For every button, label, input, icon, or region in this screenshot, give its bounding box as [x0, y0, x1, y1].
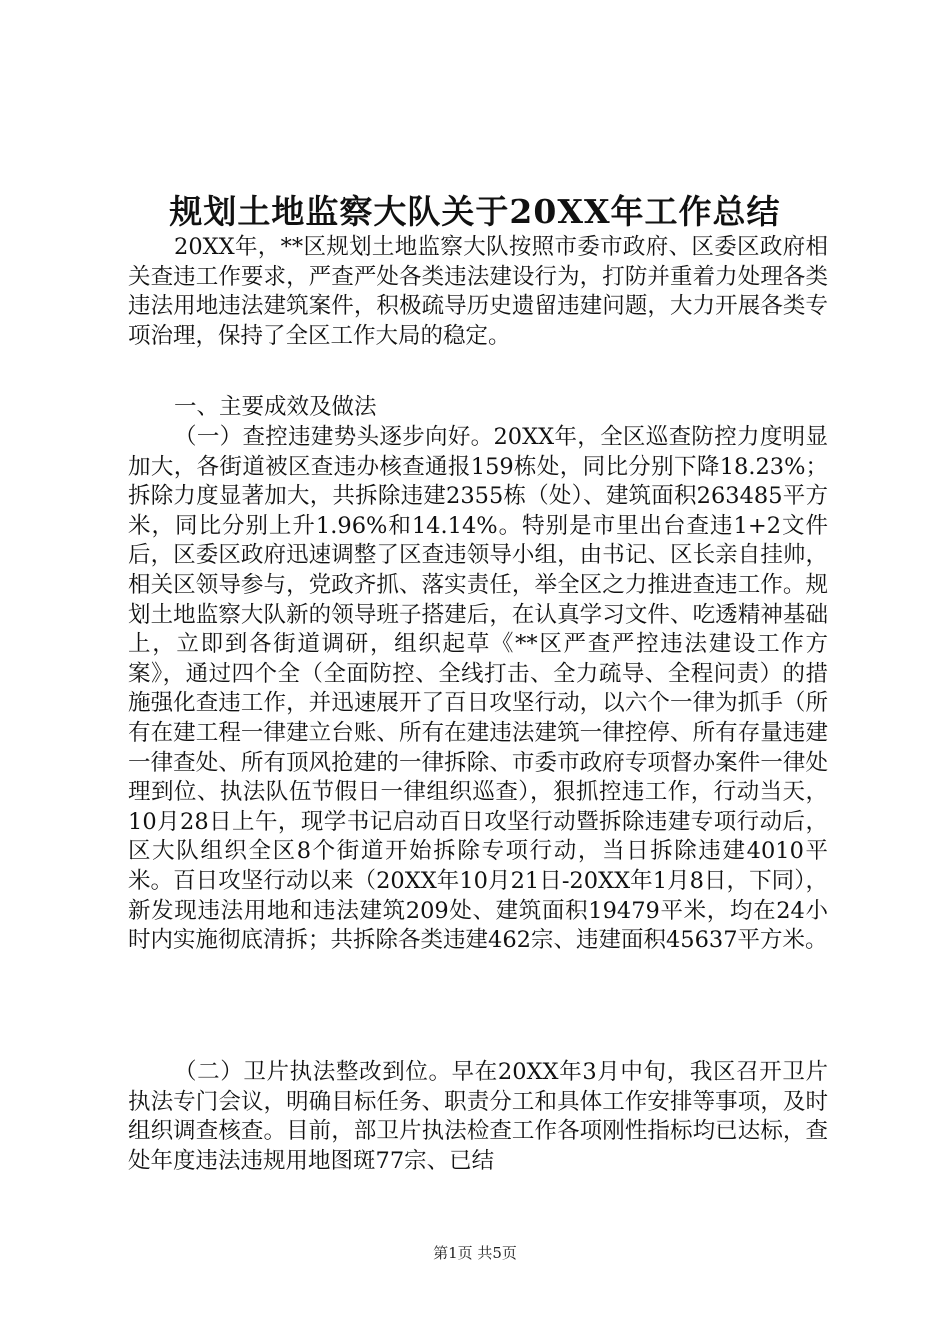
item-2-paragraph: （二）卫片执法整改到位。早在20XX年3月中旬，我区召开卫片执法专门会议，明确目标任务、职责分工和具体工作安排等事项，及时组织调查核查。目前，部卫片执法检查工作各项刚性指标均已达标，查处年度违法违规用地图斑77宗、已结: [128, 1059, 828, 1174]
section-heading: 一、主要成效及做法: [174, 394, 377, 420]
document-title: 规划土地监察大队关于20XX年工作总结: [169, 192, 781, 231]
item-1-paragraph: （一）查控违建势头逐步向好。20XX年，全区巡查防控力度明显加大，各街道被区查违办核查通报159栋处，同比分别下降18.23%；拆除力度显著加大，共拆除违建2355栋（处）、建筑面积263485平方米，同比分别上升1.96%和14.14%。特别是市里出台查违1+2文件后，区委区政府迅速调整了区查违领导小组，由书记、区长亲自挂帅，相关区领导参与，党政齐抓、落实责任，举全区之力推进查违工作。规划土地监察大队新的领导班子搭建后，在认真学习文件、吃透精神基础上，立即到各街道调研，组织起草《**区严查严控违法建设工作方案》，通过四个全（全面防控、全线打击、全力疏导、全程问责）的措施强化查违工作，并迅速展开了百日攻坚行动，以六个一律为抓手（所有在建工程一律建立台账、所有在建违法建筑一律控停、所有存量违建一律查处、所有顶风抢建的一律拆除、市委市政府专项督办案件一律处理到位、执法队伍节假日一律组织巡查），狠抓控违工作，行动当天，10月28日上午，现学书记启动百日攻坚行动暨拆除违建专项行动后，区大队组织全区8个街道开始拆除专项行动，当日拆除违建4010平米。百日攻坚行动以来（20XX年10月21日-20XX年1月8日，下同），新发现违法用地和违法建筑209处、建筑面积19479平米，均在24小时内实施彻底清拆；共拆除各类违建462宗、违建面积45637平方米。: [128, 424, 828, 954]
page-footer: 第1页 共5页: [433, 1244, 517, 1262]
intro-paragraph: 20XX年，**区规划土地监察大队按照市委市政府、区委区政府相关查违工作要求，严查严处各类违法建设行为，打防并重着力处理各类违法用地违法建筑案件，积极疏导历史遗留违建问题，大力开展各类专项治理，保持了全区工作大局的稳定。: [128, 234, 828, 349]
